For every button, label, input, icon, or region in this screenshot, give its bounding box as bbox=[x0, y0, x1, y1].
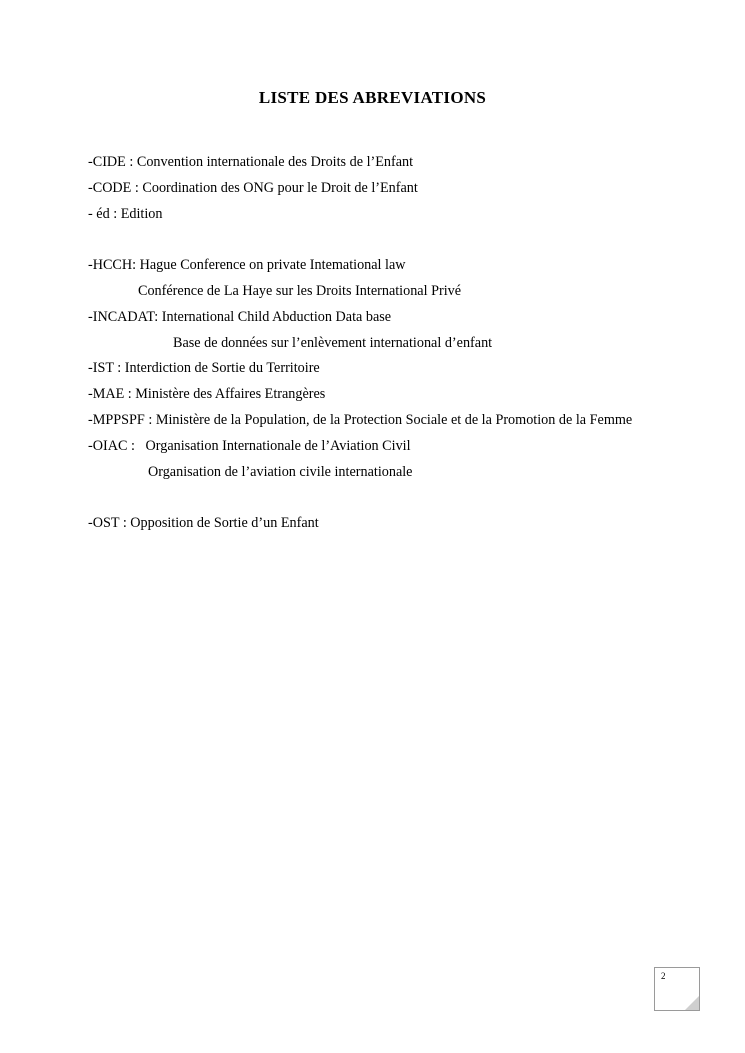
list-item-translation: Organisation de l’aviation civile internationale bbox=[148, 463, 413, 480]
list-item-translation: Base de données sur l’enlèvement international d’enfant bbox=[173, 334, 493, 351]
paragraph-spacer bbox=[88, 485, 657, 511]
page-fold-icon bbox=[685, 996, 699, 1010]
list-item: -CIDE : Convention internationale des Droits de l’Enfant bbox=[88, 154, 414, 170]
list-item: -IST : Interdiction de Sortie du Territoire bbox=[88, 360, 320, 377]
list-item: -HCCH: Hague Conference on private Intemational law bbox=[88, 257, 406, 274]
list-item: -MAE : Ministère des Affaires Etrangères bbox=[88, 386, 326, 403]
page-number: 2 bbox=[661, 971, 666, 981]
list-item: -MPPSPF : Ministère de la Population, de la Protection Sociale et de la Promotion de la Femme bbox=[88, 411, 633, 428]
page-number-badge bbox=[654, 967, 700, 1011]
list-item: -OIAC : Organisation Internationale de l’Aviation Civil bbox=[88, 437, 411, 454]
list-item: - éd : Edition bbox=[88, 205, 163, 222]
page-title: LISTE DES ABREVIATIONS bbox=[258, 88, 487, 107]
abbreviations-list bbox=[0, 150, 745, 537]
list-item: -CODE : Coordination des ONG pour le Droit de l’Enfant bbox=[88, 179, 418, 196]
list-item-translation: Conférence de La Haye sur les Droits International Privé bbox=[138, 282, 462, 299]
list-item: -OST : Opposition de Sortie d’un Enfant bbox=[88, 515, 319, 532]
paragraph-spacer bbox=[88, 227, 657, 253]
list-item: -INCADAT: International Child Abduction Data base bbox=[88, 308, 392, 325]
